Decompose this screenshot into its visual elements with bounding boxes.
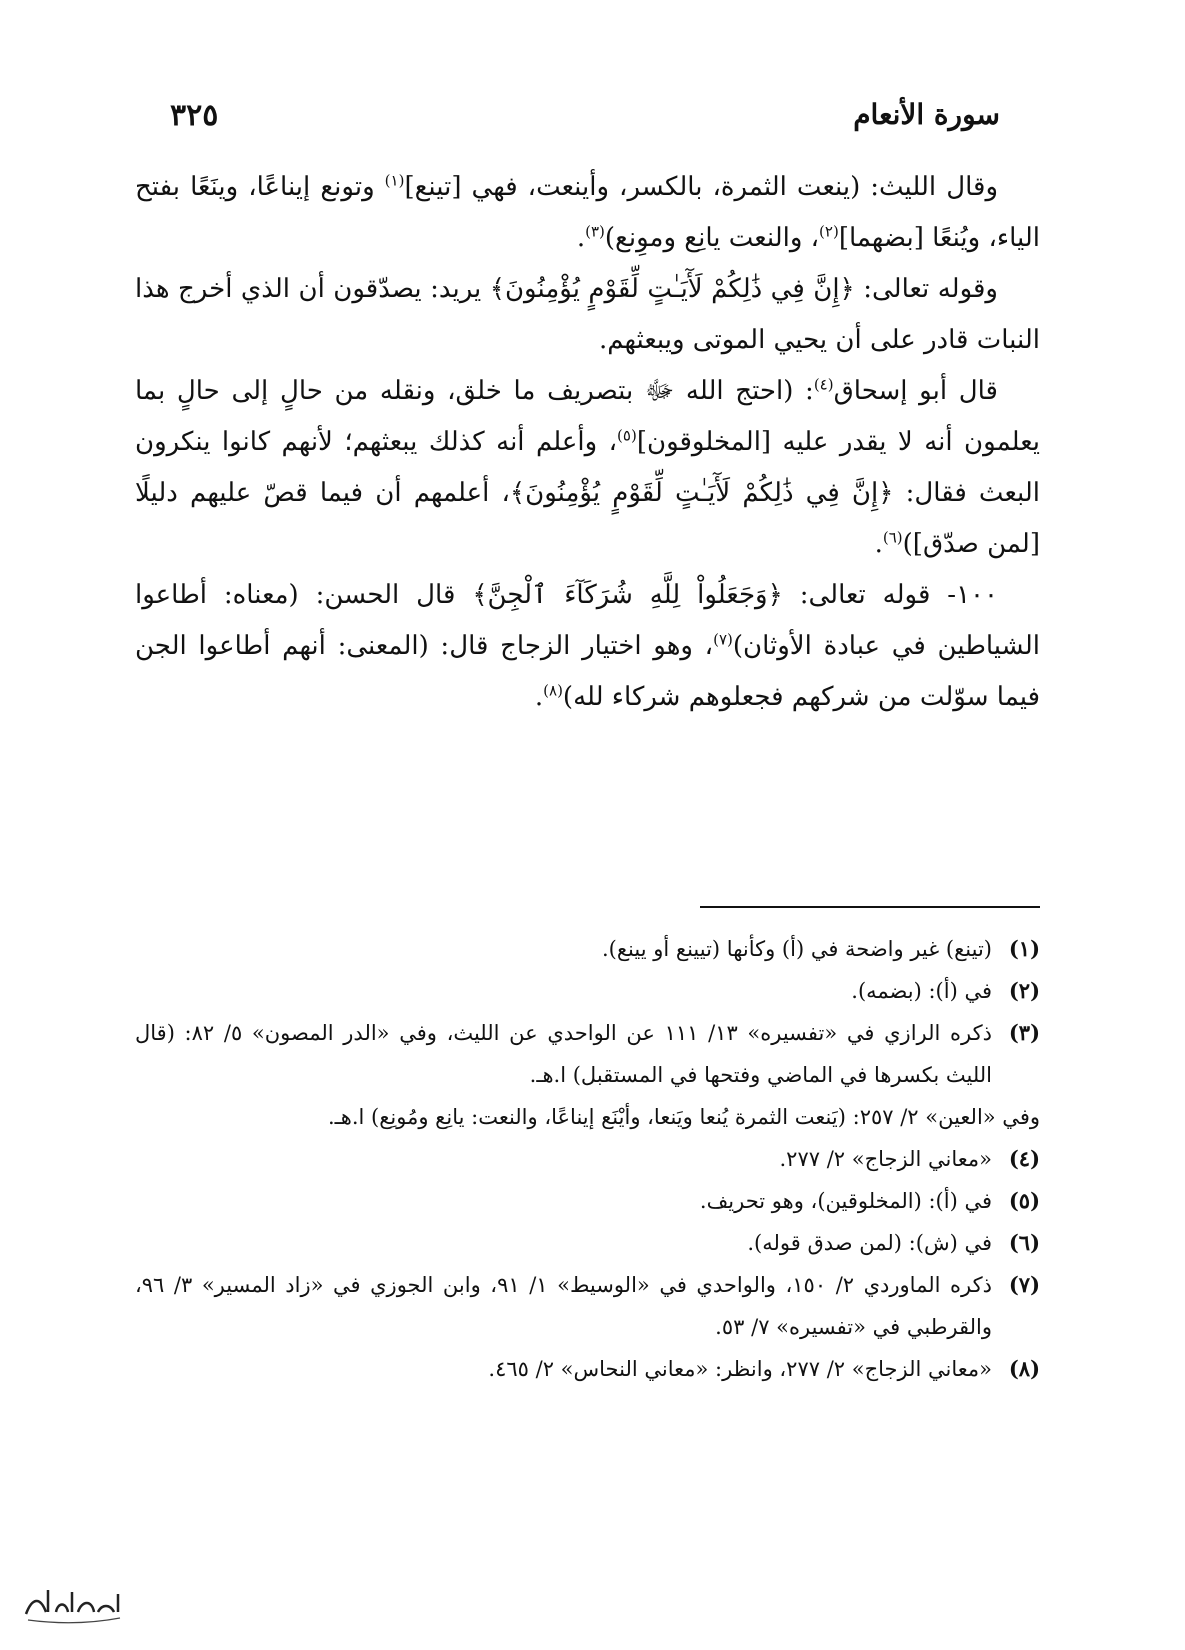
footnote-item xyxy=(135,928,1040,970)
footnote-text xyxy=(135,928,992,970)
paragraph-1 xyxy=(135,162,1040,264)
footnote-divider xyxy=(700,906,1040,908)
footnote-line: وفي «العين» ٢/ ٢٥٧: (يَنعت الثمرة يُنعا ويَنعا، وأيْنَع إيناعًا، والنعت: يانِع ومُونِع) ا.هـ. xyxy=(327,1105,1040,1129)
footnote-number: (٢) xyxy=(1008,978,1040,1003)
text-run: ١٠٠- قوله تعالى: ﴿وَجَعَلُواْ لِلَّهِ شُرَكَآءَ ٱلْجِنَّ﴾ قال الحسن: (معناه: أطاعوا الشياطين في عبادة الأوثان) xyxy=(135,580,1040,661)
footnote-item xyxy=(135,1264,1040,1348)
footnote-line: في (أ): (المخلوقين)، وهو تحريف. xyxy=(699,1189,992,1213)
text-run: وتونع إيناعًا، وينَعًا بفتح الياء، ويُنعًا [بضهما] xyxy=(135,172,1040,253)
footnote-text xyxy=(135,1012,1040,1138)
text-run: قال أبو إسحاق xyxy=(833,376,998,406)
footnote-line: (تينع) غير واضحة في (أ) وكأنها (تيينع أو يينع). xyxy=(602,937,992,961)
footnote-line: «معاني الزجاج» ٢/ ٢٧٧، وانظر: «معاني النحاس» ٢/ ٤٦٥. xyxy=(488,1357,992,1381)
footnote-item xyxy=(135,1138,1040,1180)
footnote-text xyxy=(135,1180,992,1222)
paragraph-3 xyxy=(135,366,1040,570)
footnote-number: (٣) xyxy=(1008,1020,1040,1045)
footnote-number: (٤) xyxy=(1008,1146,1040,1171)
page-header xyxy=(170,98,1000,138)
footnote-line: «معاني الزجاج» ٢/ ٢٧٧. xyxy=(779,1147,992,1171)
footnote-line: في (ش): (لمن صدق قوله). xyxy=(747,1231,992,1255)
footnote-item xyxy=(135,1222,1040,1264)
footnote-text xyxy=(135,1138,992,1180)
text-run: . xyxy=(874,529,883,559)
footnote-ref-5[interactable]: (٥) xyxy=(617,426,637,445)
footnote-ref-8[interactable]: (٨) xyxy=(543,681,563,700)
footnote-item xyxy=(135,970,1040,1012)
publisher-logo-icon xyxy=(18,1578,128,1628)
text-run: وقوله تعالى: ﴿إِنَّ فِي ذَٰلِكُمْ لَأٓيَـٰتٍ لِّقَوْمٍ يُؤْمِنُونَ﴾ يريد: يصدّقون أن الذي أخرج هذا النبات قادر على أن يحيي الموتى ويبعثهم. xyxy=(135,274,1040,355)
footnote-number: (١) xyxy=(1008,936,1040,961)
footnote-ref-1[interactable]: (١) xyxy=(384,171,405,190)
footnote-item xyxy=(135,1180,1040,1222)
footnote-text xyxy=(135,1222,992,1264)
footnote-line: ذكره الرازي في «تفسيره» ١٣/ ١١١ عن الواحدي عن الليث، وفي «الدر المصون» ٥/ ٨٢: (قال الليث بكسرها في الماضي وفتحها في المستقبل) ا.هـ. xyxy=(135,1021,992,1087)
text-run: : (احتج الله ﷻ بتصريف ما خلق، ونقله من حالٍ إلى حالٍ بما يعلمون أنه لا يقدر عليه [المخلوقون] xyxy=(135,376,1041,457)
text-run: ، وأعلم أنه كذلك يبعثهم؛ لأنهم كانوا ينكرون البعث فقال: ﴿إِنَّ فِي ذَٰلِكُمْ لَأٓيَـٰتٍ لِّقَوْمٍ يُؤْمِنُونَ﴾، أعلمهم أن فيما قصّ عليهم دليلًا [لمن صدّق]) xyxy=(135,427,1040,559)
footnote-number: (٦) xyxy=(1008,1230,1040,1255)
page-number: ٣٢٥ xyxy=(170,98,219,133)
paragraph-2 xyxy=(135,264,1040,366)
footnote-text xyxy=(135,1348,992,1390)
text-run: وقال الليث: (ينعت الثمرة، بالكسر، وأينعت، فهي [تينع] xyxy=(404,172,998,202)
running-title: سورة الأنعام xyxy=(853,98,1000,131)
footnote-number: (٥) xyxy=(1008,1188,1040,1213)
text-run: ، وهو اختيار الزجاج قال: (المعنى: أنهم أطاعوا الجن فيما سوّلت من شركهم فجعلوهم شركاء لله) xyxy=(135,631,1040,712)
footnotes xyxy=(135,928,1040,1390)
footnote-item xyxy=(135,1012,1040,1138)
footnote-number: (٨) xyxy=(1008,1356,1040,1381)
footnote-ref-7[interactable]: (٧) xyxy=(713,630,733,649)
footnote-text xyxy=(135,1264,992,1348)
text-run: ، والنعت يانِع وموِنع) xyxy=(604,223,820,253)
text-run: . xyxy=(534,682,544,712)
footnote-ref-4[interactable]: (٤) xyxy=(813,375,834,394)
footnote-ref-6[interactable]: (٦) xyxy=(882,528,903,547)
footnote-ref-2[interactable]: (٢) xyxy=(819,222,839,241)
footnote-number: (٧) xyxy=(1008,1272,1040,1297)
footnote-line: ذكره الماوردي ٢/ ١٥٠، والواحدي في «الوسيط» ١/ ٩١، وابن الجوزي في «زاد المسير» ٣/ ٩٦، والقرطبي في «تفسيره» ٧/ ٥٣. xyxy=(135,1273,992,1339)
footnote-item xyxy=(135,1348,1040,1390)
footnote-line: في (أ): (بضمه). xyxy=(851,979,992,1003)
paragraph-4 xyxy=(135,570,1040,723)
main-text xyxy=(135,162,1040,723)
footnote-text xyxy=(135,970,992,1012)
footnote-ref-3[interactable]: (٣) xyxy=(585,222,605,241)
text-run: . xyxy=(576,223,586,253)
